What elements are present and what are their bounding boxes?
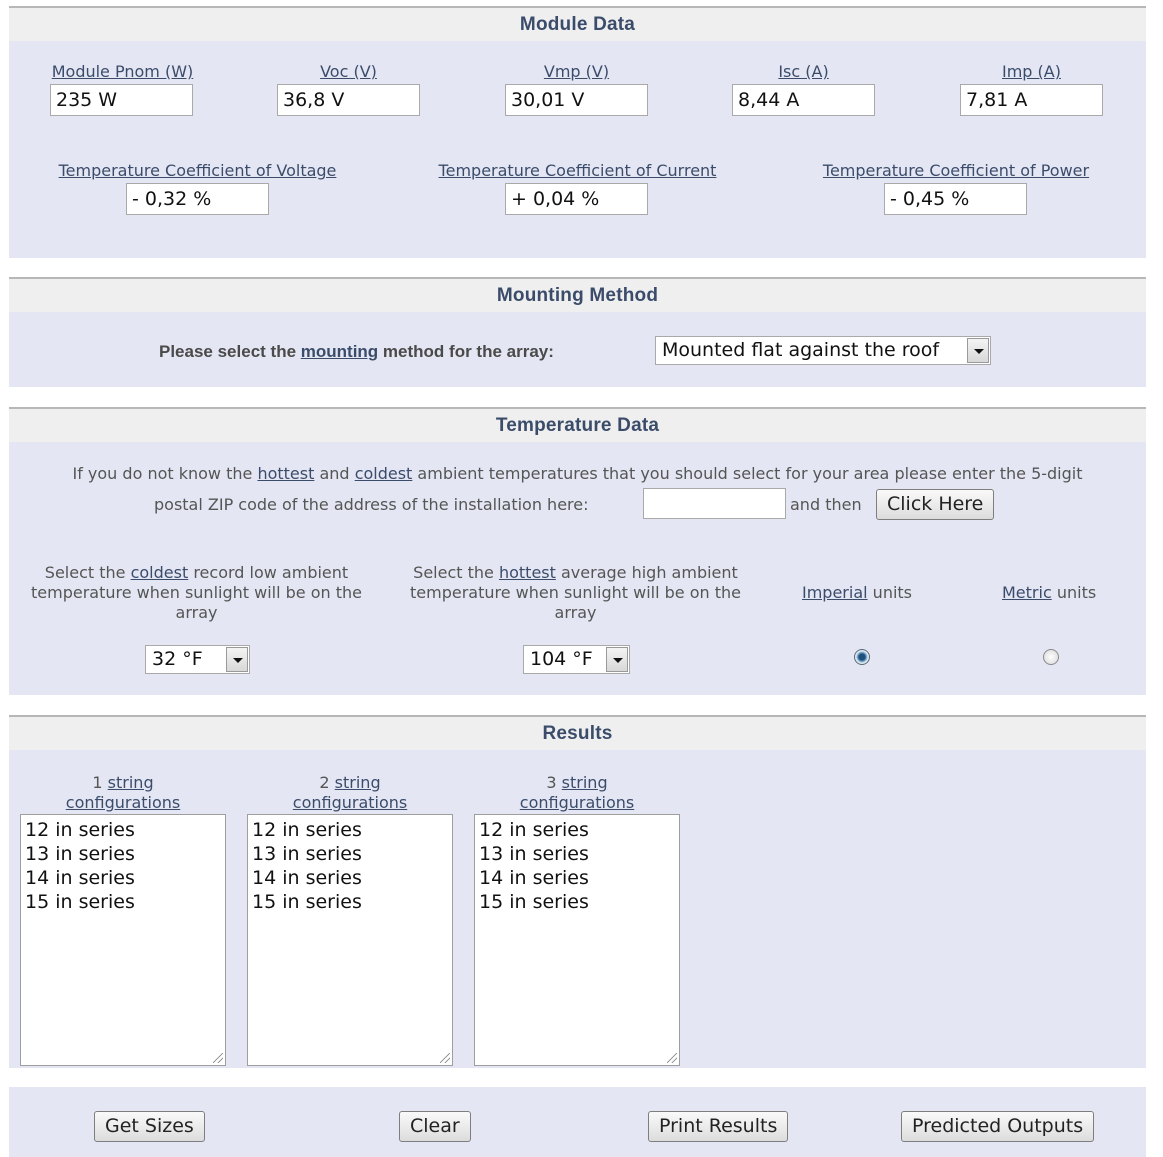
imp-input[interactable]: 7,81 A: [960, 84, 1103, 116]
pnom-label[interactable]: Module Pnom (W): [51, 62, 194, 81]
hottest-temp-value: 104 °F: [530, 648, 593, 670]
list-item[interactable]: 15 in series: [479, 891, 589, 913]
print-results-button[interactable]: Print Results: [648, 1111, 788, 1142]
chevron-down-icon[interactable]: [606, 647, 628, 672]
results-col1-label: [20, 773, 226, 813]
imp-label[interactable]: Imp (A): [1002, 62, 1061, 81]
mounting-prompt-after: method for the array:: [382, 342, 554, 361]
temperature-data-panel: [9, 407, 1146, 695]
vmp-label[interactable]: Vmp (V): [543, 62, 610, 81]
voc-input[interactable]: 36,8 V: [277, 84, 420, 116]
hot-prefix: Select the: [413, 563, 494, 582]
isc-label[interactable]: Isc (A): [778, 62, 829, 81]
results-title: Results: [9, 717, 1146, 750]
zip-intro-line1: [9, 464, 1146, 483]
coldest-temp-value: 32 °F: [152, 648, 203, 670]
units-word: units: [872, 583, 913, 602]
resize-grip-icon[interactable]: [213, 1053, 223, 1063]
string-count: 3: [546, 773, 557, 792]
mounting-method-title: Mounting Method: [9, 279, 1146, 312]
pnom-input[interactable]: 235 W: [50, 84, 193, 116]
module-data-title: Module Data: [9, 8, 1146, 41]
list-item[interactable]: 13 in series: [252, 843, 362, 865]
mounting-prompt-before: Please select the: [159, 342, 297, 361]
predicted-outputs-button[interactable]: Predicted Outputs: [901, 1111, 1094, 1142]
temp-coef-power-input[interactable]: - 0,45 %: [884, 183, 1027, 215]
zip-intro-line2: postal ZIP code of the address of the installation here:: [154, 495, 589, 514]
mounting-prompt: [159, 342, 554, 362]
resize-grip-icon[interactable]: [440, 1053, 450, 1063]
intro-and: and: [319, 464, 350, 483]
hottest-temp-select[interactable]: [523, 645, 630, 674]
hottest-link[interactable]: hottest: [257, 464, 315, 483]
metric-radio[interactable]: [1043, 649, 1059, 665]
actions-panel: [9, 1087, 1146, 1157]
list-item[interactable]: 15 in series: [252, 891, 362, 913]
cold-suffix: record low ambient temperature when sunlight will be on the array: [31, 563, 362, 622]
temp-coef-current-label[interactable]: Temperature Coefficient of Current: [438, 161, 717, 180]
module-data-panel: [9, 6, 1146, 258]
configurations-link[interactable]: configurations: [519, 793, 635, 812]
mounting-method-panel: [9, 277, 1146, 387]
list-item[interactable]: 14 in series: [252, 867, 362, 889]
list-item[interactable]: 15 in series: [25, 891, 135, 913]
list-item[interactable]: 14 in series: [25, 867, 135, 889]
mounting-selected-value: Mounted flat against the roof: [662, 339, 940, 361]
hottest-link-2[interactable]: hottest: [498, 563, 556, 582]
string-link[interactable]: string: [107, 773, 154, 792]
metric-link[interactable]: Metric: [1002, 583, 1052, 602]
results-col2-label: [247, 773, 453, 813]
list-item[interactable]: 12 in series: [252, 819, 362, 841]
temperature-data-title: Temperature Data: [9, 409, 1146, 442]
list-item[interactable]: 13 in series: [25, 843, 135, 865]
imperial-units-label: [802, 583, 912, 602]
temp-coef-voltage-input[interactable]: - 0,32 %: [126, 183, 269, 215]
list-item[interactable]: 12 in series: [25, 819, 135, 841]
click-here-button[interactable]: Click Here: [876, 489, 994, 520]
units-word: units: [1056, 583, 1097, 602]
voc-label[interactable]: Voc (V): [320, 62, 377, 81]
clear-button[interactable]: Clear: [399, 1111, 471, 1142]
chevron-down-icon[interactable]: [967, 338, 989, 363]
configurations-link[interactable]: configurations: [292, 793, 408, 812]
resize-grip-icon[interactable]: [667, 1053, 677, 1063]
intro-text: If you do not know the: [72, 464, 253, 483]
results-col3-label: [474, 773, 680, 813]
coldest-description: [14, 563, 379, 623]
string-count: 1: [92, 773, 103, 792]
string-count: 2: [319, 773, 330, 792]
string-link[interactable]: string: [561, 773, 608, 792]
hottest-description: [393, 563, 758, 623]
and-then-label: and then: [790, 495, 862, 514]
get-sizes-button[interactable]: Get Sizes: [94, 1111, 205, 1142]
temp-coef-voltage-label[interactable]: Temperature Coefficient of Voltage: [58, 161, 337, 180]
cold-prefix: Select the: [44, 563, 126, 582]
chevron-down-icon[interactable]: [226, 647, 248, 672]
list-item[interactable]: 14 in series: [479, 867, 589, 889]
configurations-link[interactable]: configurations: [65, 793, 181, 812]
list-item[interactable]: 12 in series: [479, 819, 589, 841]
results-1-string-list[interactable]: [20, 814, 226, 1066]
mounting-select[interactable]: [655, 336, 991, 365]
coldest-temp-select[interactable]: [145, 645, 250, 674]
coldest-link-2[interactable]: coldest: [130, 563, 189, 582]
hot-suffix: average high ambient temperature when sunlight will be on the array: [410, 563, 741, 622]
results-panel: [9, 715, 1146, 1068]
imperial-link[interactable]: Imperial: [802, 583, 868, 602]
intro-text-2: ambient temperatures that you should select for your area please enter the 5-digit: [417, 464, 1083, 483]
temp-coef-power-label[interactable]: Temperature Coefficient of Power: [822, 161, 1090, 180]
zip-code-input[interactable]: [643, 488, 786, 519]
list-item[interactable]: 13 in series: [479, 843, 589, 865]
string-link[interactable]: string: [334, 773, 381, 792]
temp-coef-current-input[interactable]: + 0,04 %: [505, 183, 648, 215]
mounting-link[interactable]: mounting: [300, 342, 379, 361]
results-2-string-list[interactable]: [247, 814, 453, 1066]
vmp-input[interactable]: 30,01 V: [505, 84, 648, 116]
results-3-string-list[interactable]: [474, 814, 680, 1066]
imperial-radio[interactable]: [854, 649, 870, 665]
coldest-link[interactable]: coldest: [354, 464, 413, 483]
metric-units-label: [1002, 583, 1096, 602]
isc-input[interactable]: 8,44 A: [732, 84, 875, 116]
